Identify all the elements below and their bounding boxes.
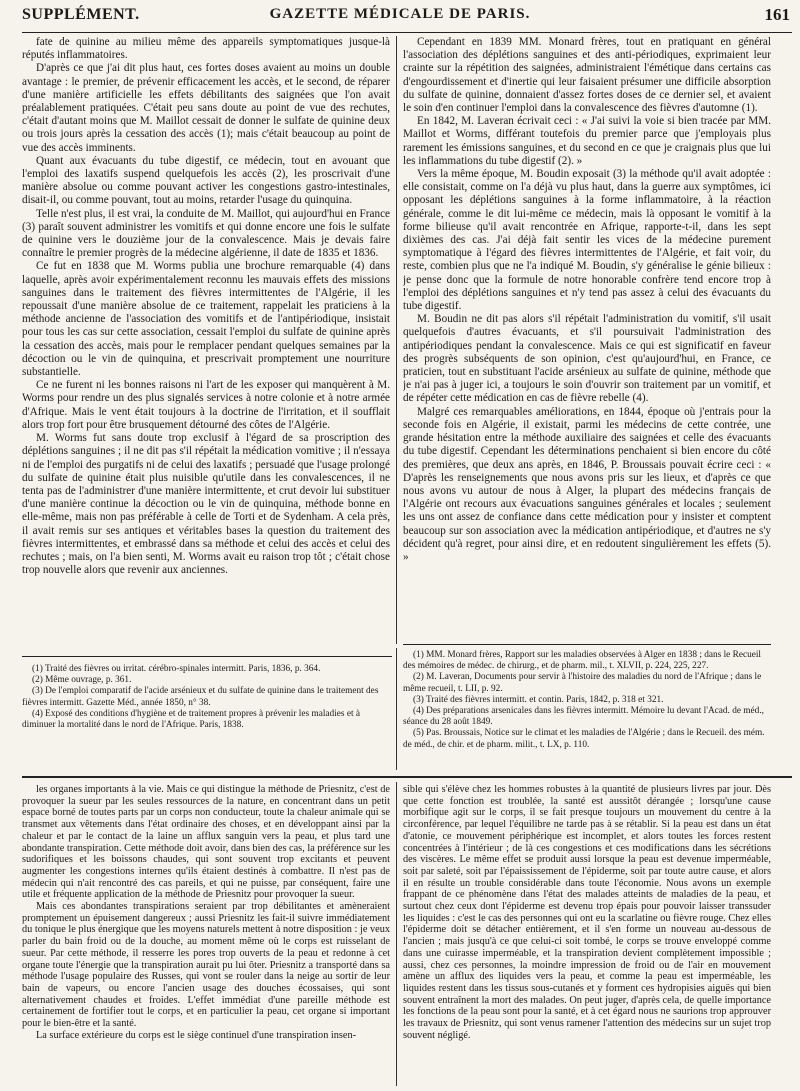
footnote: (4) Des préparations arsenicales dans les fièvres intermitt. Mémoire lu devant l'Acad. de méd., séance du 28 août 1849. [403, 706, 764, 728]
paragraph: Malgré ces remarquables améliorations, en 1844, époque où j'entrais pour la seconde fois en Algérie, il existait, parmi les médecins de cette contrée, une grande hésitation entre la méthode auxiliaire des saignées et celle des évacuants du tube digestif. Cependant les déterminations penchaient si bien encore du côté des premières, que deux ans après, en 1846, P. Broussais pouvait écrire ceci : « D'après les renseignements que nous avons pris sur les lieux, et d'après ce que nous avons vu autour de nous à Alger, la plupart des médecins français de l'Algérie ont recours aux évacuations sanguines générales et locales ; seulement les uns ont assez de confiance dans cette médication pour y insister et comptent beaucoup sur son association avec la médication antipériodique, et d'autres ne s'y décident qu'à regret, pour ainsi dire, et en redoutent singulièrement les effets (5). » [403, 405, 771, 563]
footnote-divider [396, 648, 397, 770]
paragraph: D'après ce que j'ai dit plus haut, ces fortes doses avaient au moins un double avantage : le premier, de prévenir efficacement les accès, et le second, de réparer d'une manière artificielle les effets débilitants des saignées que l'on avait préalablement pratiquées. C'était peu sans doute au point de vue des rechutes, c'était d'autant moins que M. Maillot cessait de donner le sulfate de quinine deux ou trois jours après la cessation des accès (1); mais c'était beaucoup au point de vue des accès imminents. [22, 62, 390, 154]
paragraph: Quant aux évacuants du tube digestif, ce médecin, tout en avouant que l'emploi des laxatifs suspend quelquefois les accès (2), les proscrivait d'une manière absolue ou comme pouvant activer les congestions gastro-intestinales, disait-il, ou comme pouvant, tout au moins, retarder l'usage du quinquina. [22, 154, 390, 207]
paragraph: Ce fut en 1838 que M. Worms publia une brochure remarquable (4) dans laquelle, après avoir expérimentalement reconnu les mauvais effets des missions sanguines dans le traitement des fièvres intermittentes de l'Algérie, il les repoussait d'une manière absolue de ce traitement, rappelait les praticiens à la méthode ancienne de l'association des vomitifs et de l'antipériodique, insistait pour tous les cas sur cette association, cessait l'emploi du sulfate de quinine après la cessation des accès, mais pour le remplacer pendant quelques semaines par la décoction ou le vin de quinquina, et prescrivait promptement une nourriture substantielle. [22, 260, 390, 379]
footnotes-right [403, 650, 771, 770]
footnote-rule-left [22, 656, 392, 657]
paragraph: Mais ces abondantes transpirations seraient par trop débilitantes et amèneraient promptement un épuisement dangereux ; aussi Priesnitz les fait-il suivre immédiatement du tonique le plus énergique que les moyens naturels mettent à notre disposition : je veux parler du bain froid ou de la douche, au moment même où le corps est ruisselant de sueur. Par cette méthode, il resserre les pores trop ouverts de la peau et redonne à cet organe toute l'énergie que la transpiration aurait pu lui ôter. Priesnitz a transporté dans sa méthode l'usage populaire des Russes, qui vont se rouler dans la neige au sortir de leur bain de vapeurs, ou encore l'ancien usage des douches écossaises, qui sont alternativement chaudes et froides. L'effet immédiat d'une pareille méthode est certainement de fortifier tout le corps, et en particulier la peau, cet organe si important pour le bien-être et la santé. [22, 901, 390, 1030]
paragraph: Cependant en 1839 MM. Monard frères, tout en pratiquant en général l'association des déplétions sanguines et des anti-périodiques, exprimaient leur crainte sur la répétition des saignées, administraient l'émétique dans certains cas d'engourdissement et d'inertie qui leur faisaient présumer une difficile absorption du sulfate de quinine, donnaient d'assez fortes doses de ce dernier sel, et avaient le soin d'en continuer l'emploi dans la convalescence des fièvres d'automne (1). [403, 36, 771, 115]
upper-column-divider [396, 36, 397, 644]
lower-left-column [22, 784, 390, 1086]
paragraph: Vers la même époque, M. Boudin exposait (3) la méthode qu'il avait adoptée : elle consistait, comme on l'a déjà vu plus haut, dans la guerre aux symptômes, ici opposant les déplétions sanguines à la forme inflammatoire, à la réaction générale, comme le dit lui-même ce médecin, mais là opposant le vomitif à la forme bilieuse qu'il avait rencontrée en Afrique, rapporte-t-il, dans les sept dixièmes des cas. J'ai déjà fait sentir les vices de la médecine purement symptomatique à l'égard des fièvres intermittentes de l'Algérie, et fait voir, du reste, combien plus que ne l'a indiqué M. Boudin, s'y généralise le génie bilieux : je pense donc que la formule de notre honorable confrère tend encore trop à l'emploi des déplétions sanguines et n'y tend pas assez à celui des évacuants du tube digestif. [403, 168, 771, 313]
footnote: (3) De l'emploi comparatif de l'acide arsénieux et du sulfate de quinine dans le traitement des fièvres intermitt. Gazette Méd., année 1850, n° 38. [22, 686, 379, 708]
upper-right-column [403, 36, 771, 642]
section-rule [22, 776, 792, 778]
footnotes-left [22, 664, 390, 770]
paragraph: La surface extérieure du corps est le siège continuel d'une transpiration insen- [36, 1029, 357, 1041]
paragraph: M. Boudin ne dit pas alors s'il répétait l'administration du vomitif, s'il usait quelquefois d'autres évacuants, et s'il poursuivait l'administration des antipériodiques pendant la convalescence. Mais ce qui est significatif en faveur des progrès subséquents de son opinion, c'est qu'aujourd'hui, en France, ce praticien, tout en substituant l'acide arsénieux au sulfate de quinine, méthode que je n'ai pas à juger ici, a toujours le soin d'ouvrir son traitement par un vomitif, et de répéter cette médication en cas de fièvre rebelle (4). [403, 313, 771, 405]
footnote: (2) Même ouvrage, p. 361. [32, 675, 132, 686]
header-rule [22, 32, 792, 33]
upper-left-column [22, 36, 390, 642]
page-number: 161 [764, 5, 790, 24]
footnote: (4) Exposé des conditions d'hygiène et de traitement propres à prévenir les maladies et à diminuer la mortalité dans le nord de l'Afrique. Paris, 1838. [22, 708, 360, 731]
paragraph: Ce ne furent ni les bonnes raisons ni l'art de les exposer qui manquèrent à M. Worms pour rendre un des plus signalés services à notre colonie et à notre armée d'Afrique. Mais le vent était toujours à la doctrine de l'irritation, et il soufflait alors trop fort pour être brusquement détourné des côtes de l'Algérie. [22, 379, 390, 431]
journal-title: GAZETTE MÉDICALE DE PARIS. [269, 6, 531, 22]
paragraph: M. Worms fut sans doute trop exclusif à l'égard de sa proscription des déplétions sanguines ; il ne dit pas s'il répétait la médication vomitive ; il n'essaya ni de l'emploi des purgatifs ni de celui des laxatifs ; persuadé que l'usage prolongé du sulfate de quinine était plus nuisible qu'utile dans les convalescences, il ne tenta pas de l'administrer d'une manière intermittente, et crut devoir lui substituer d'une manière continue la décoction ou le vin de quinquina, méthode bonne en elle-même, mais non pas préférable à celle de Torti et de Sydenham. A cela près, il avait remis sur ses antiques et véritables bases la question du traitement des fièvres intermittentes, et embrassé dans sa méthode et celui des accès et celui des rechutes ; mais, on l'a bien senti, M. Worms avait eu raison trop tôt ; c'était chose trop nouvelle alors que revenir aux anciennes. [22, 432, 390, 577]
footnote: (2) M. Laveran, Documents pour servir à l'histoire des maladies du nord de l'Afrique ; dans le même recueil, t. LII, p. 92. [403, 672, 762, 694]
paragraph: les organes importants à la vie. Mais ce qui distingue la méthode de Priesnitz, c'est de provoquer la sueur par les seules ressources de la nature, en concentrant dans un petit espace borné de toutes parts par un corps non conducteur, toute la chaleur animale qui se transmet aux vêtements dans l'état ordinaire des choses, et en développant ainsi par la chaleur et par le contact de la laine un afflux sanguin vers la peau, et plus tard une abondante transpiration. Cette méthode doit avoir, dans bien des cas, la préférence sur les sudorifiques et les boissons chaudes, qui sont souvent trop excitants et peuvent augmenter les congestions internes qu'ils étaient destinés à combattre. Il n'est pas de médecin qui n'ait rencontré des cas pareils, et qui ne puisse, par conséquent, faire une utile et fréquente application de la méthode de Priesnitz pour provoquer la sueur. [22, 784, 390, 901]
lower-right-column [403, 784, 771, 1086]
paragraph: sible qui s'élève chez les hommes robustes à la quantité de plusieurs livres par jour. Dès que cette fonction est troublée, la santé est aussitôt dérangée ; lorsqu'une cause morbifique agit sur le corps, il se fait presque toujours un mouvement du centre à la circonférence, par lequel l'équilibre ne tarde pas à se rétablir. Si la peau est dans un état d'atonie, ce mouvement périphérique est incomplet, et alors toutes les forces restent concentrées à l'intérieur ; de là ces congestions et ces modifications dans les sécrétions des viscères. Le même effet se produit aussi lorsque la peau est devenue imperméable, soit par saleté, soit par l'épaississement de l'épiderme, soit par toute autre cause, et alors il en résulte un trouble considérable dans toute l'économie. Nous avons un exemple frappant de ce phénomène dans l'état des malades atteints de maladies de la peau, et surtout chez ceux dont l'épiderme est devenu trop épais pour pouvoir laisser transsuder les liquides : c'est le cas des personnes qui ont eu la scarlatine ou fièvre rouge. Chez elles l'épiderme doit se détacher entièrement, et il s'en forme un nouveau au-dessous de l'ancien ; mais jusqu'à ce que celui-ci soit tombé, le corps se trouve enveloppé comme dans une cuirasse imperméable, et la transpiration devient complètement impossible ; aussi, chez ces personnes, la moindre impression de froid ou de l'air en mouvement amène un afflux des liquides vers la peau, et comme la peau est imperméable, les liquides restent dans les tissus sous-cutanés et y forment ces hydropisies aiguës qui bien souvent entraînent la mort des malades. On peut juger, d'après cela, de quelle importance les fonctions de la peau sont pour la santé, et à cet égard nous ne saurions trop approuver les travaux de Priesnitz, qui sont venus ramener l'attention des médecins sur un sujet trop souvent négligé. [403, 784, 771, 1041]
footnote-rule-right [403, 644, 771, 645]
footnote: (3) Traité des fièvres intermitt. et contin. Paris, 1842, p. 318 et 321. [413, 694, 664, 705]
lower-column-divider [396, 782, 397, 1086]
paragraph: En 1842, M. Laveran écrivait ceci : « J'ai suivi la voie si bien tracée par MM. Maillot et Worms, différant toutefois du premier parce que j'employais plus rarement les émissions sanguines, et du second en ce que je craignais plus que lui les inflammations du tube digestif (2). » [403, 115, 771, 167]
footnote: (1) MM. Monard frères, Rapport sur les maladies observées à Alger en 1838 ; dans le Recueil des mémoires de médec. de chirurg., et de pharm. mil., t. XLVII, p. 224, 225, 227. [403, 650, 762, 672]
footnote: (5) Pas. Broussais, Notice sur le climat et les maladies de l'Algérie ; dans le Recueil. des mém. de méd., de chir. et de pharm. milit., t. LX, p. 110. [403, 728, 765, 750]
section-label: SUPPLÉMENT. [22, 6, 140, 23]
paragraph: fate de quinine au milieu même des appareils symptomatiques jusque-là réputés inflammatoires. [22, 36, 390, 62]
paragraph: Telle n'est plus, il est vrai, la conduite de M. Maillot, qui aujourd'hui en France (3) paraît souvent administrer les vomitifs et qui donne encore une fois le sulfate de quinine vers le douzième jour de la convalescence. Mais je devais faire connaître le premier progrès de la médecine algérienne, il date de 1835 et 1836. [22, 207, 390, 260]
page-header [0, 0, 800, 30]
footnote: (1) Traité des fièvres ou irritat. cérébro-spinales intermitt. Paris, 1836, p. 364. [32, 664, 321, 674]
